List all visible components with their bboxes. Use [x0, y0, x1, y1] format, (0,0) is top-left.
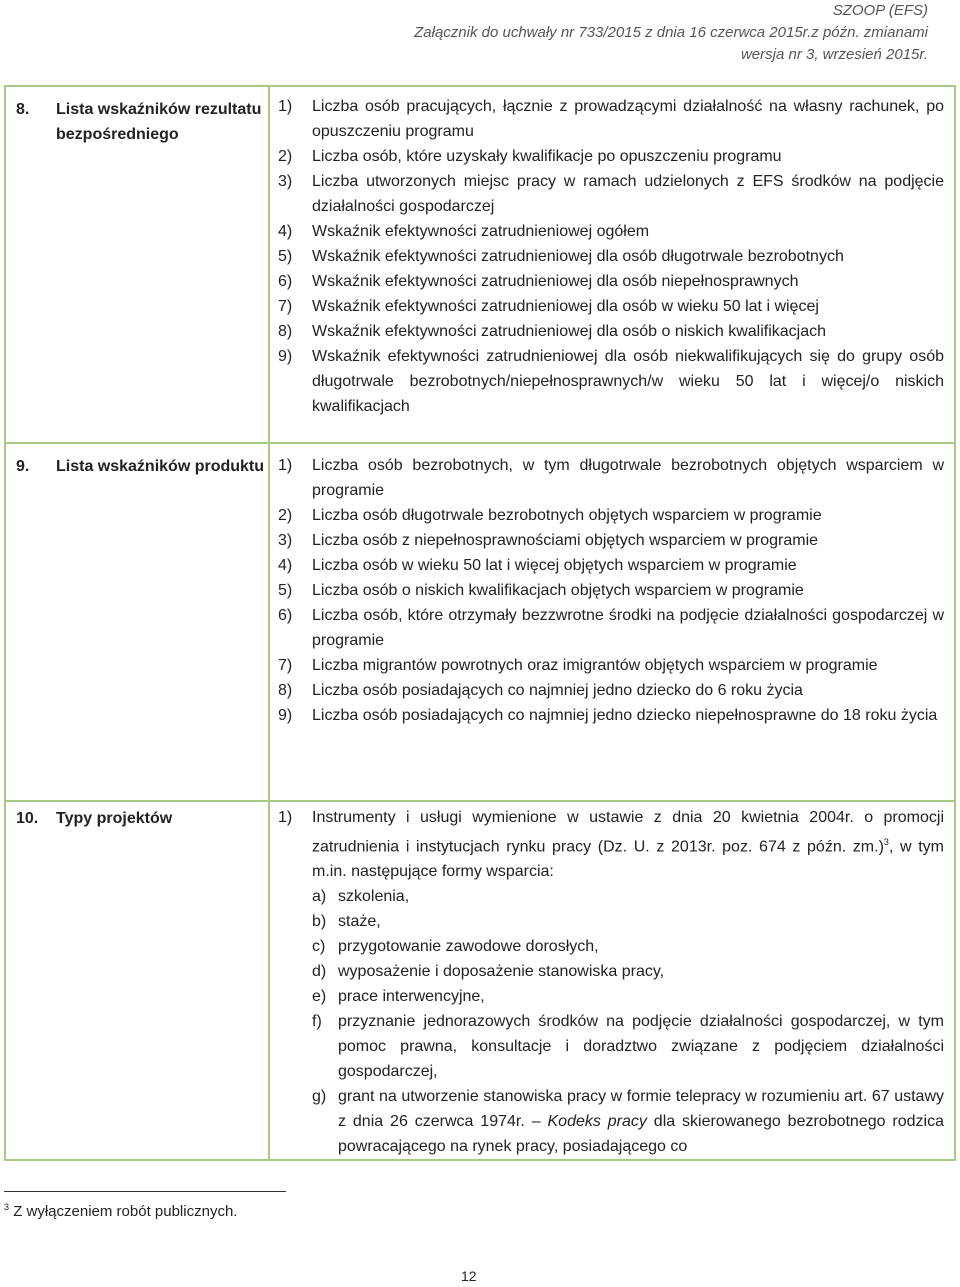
list-item: 3) Liczba osób z niepełnosprawnościami objętych wsparciem w programie — [278, 532, 819, 549]
document-header — [414, 0, 928, 66]
section-8-row — [5, 86, 955, 443]
section-9-label: Lista wskaźników produktu — [56, 458, 265, 475]
section-10-content-cell — [269, 801, 955, 1160]
list-item: 4) Liczba osób w wieku 50 lat i więcej objętych wsparciem w programie — [278, 557, 797, 574]
page-number: 12 — [461, 1268, 477, 1284]
list-item: 9) Wskaźnik efektywności zatrudnieniowej dla osób niekwalifikujących się do grupy osób długotrwale bezrobotnych/niepełnosprawnych/w wieku 50 lat i więcej/o niskich kwalifikacjach — [278, 348, 944, 415]
list-item: 1) Liczba osób pracujących, łącznie z prowadzącymi działalność na własny rachunek, po opuszczeniu programu — [278, 98, 944, 140]
list-item: d) wyposażenie i doposażenie stanowiska pracy, — [312, 963, 665, 981]
section-8-label-cell — [5, 86, 269, 443]
footnote-divider — [4, 1191, 286, 1192]
section-10-label: Typy projektów — [56, 810, 173, 827]
header-line-1: SZOOP (EFS) — [832, 2, 928, 19]
section-9-content-cell — [269, 443, 955, 801]
header-line-2: Załącznik do uchwały nr 733/2015 z dnia 16 czerwca 2015r.z późn. zmianami — [414, 24, 928, 41]
list-item: 9) Liczba osób posiadających co najmniej jedno dziecko niepełnosprawne do 18 roku życia — [278, 707, 938, 724]
list-item: 7) Wskaźnik efektywności zatrudnieniowej dla osób w wieku 50 lat i więcej — [278, 298, 819, 315]
support-forms-list — [312, 884, 944, 1084]
list-item: 1) Instrumenty i usługi wymienione w ustawie z dnia 20 kwietnia 2004r. o promocji zatrudnienia i instytucjach rynku pracy (Dz. U. z 2013r. poz. 674 z późn. zm.)$^3$, w tym m.in. następujące formy wsparcia: a) szkolenia, b) staże, c) przygotowanie zawodowe dorosłych, d) wyposażenie i doposażenie stanowiska pracy, e) prace interwencyjne, f) przyznanie jednorazowych środków na podjęcie działalności gospodarczej, w tym pomoc prawna, konsultacje i doradztwo związane z podjęciem działalności gospodarczej, g) grant na utworzenie stanowiska pracy w formie telepracy w rozumieniu art. 67 ustawy z dnia 26 czerwca 1974r. – Kodeks pracy dla skierowanego bezrobotnego rodzica powracającego na rynek pracy, posiadającego co — [278, 805, 944, 1159]
section-10-list — [270, 802, 954, 1159]
list-item: 5) Liczba osób o niskich kwalifikacjach objętych wsparciem w programie — [278, 582, 804, 599]
list-item: 4) Wskaźnik efektywności zatrudnieniowej ogółem — [278, 223, 650, 240]
list-item: 8) Wskaźnik efektywności zatrudnieniowej dla osób o niskich kwalifikacjach — [278, 323, 827, 340]
list-item: 8) Liczba osób posiadających co najmniej jedno dziecko do 6 roku życia — [278, 682, 803, 699]
list-item: g) grant na utworzenie stanowiska pracy w formie telepracy w rozumieniu art. 67 ustawy z dnia 26 czerwca 1974r. – Kodeks pracy dla skierowanego bezrobotnego rodzica powracającego na rynek pracy, posiadającego co — [312, 1088, 944, 1156]
list-item: c) przygotowanie zawodowe dorosłych, — [312, 938, 599, 956]
section-10-label-cell — [5, 801, 269, 1160]
list-item: 5) Wskaźnik efektywności zatrudnieniowej dla osób długotrwale bezrobotnych — [278, 248, 844, 265]
indicators-table — [4, 85, 956, 1161]
list-item: 2) Liczba osób, które uzyskały kwalifikacje po opuszczeniu programu — [278, 148, 782, 165]
header-line-3: wersja nr 3, wrzesień 2015r. — [740, 46, 928, 63]
section-8-label: Lista wskaźników rezultatu bezpośredniego — [56, 101, 262, 143]
section-9-list — [270, 444, 954, 728]
list-item: 3) Liczba utworzonych miejsc pracy w ramach udzielonych z EFS środków na podjęcie działalności gospodarczej — [278, 173, 944, 215]
list-item: 1) Liczba osób bezrobotnych, w tym długotrwale bezrobotnych objętych wsparciem w programie — [278, 457, 944, 499]
footnote: $^3$ Z wyłączeniem robót publicznych. — [4, 1202, 238, 1220]
list-item: e) prace interwencyjne, — [312, 988, 485, 1006]
section-9-number: 9. — [16, 458, 30, 475]
list-item: 6) Wskaźnik efektywności zatrudnieniowej dla osób niepełnosprawnych — [278, 273, 799, 290]
section-8-content-cell — [269, 86, 955, 443]
list-item: a) szkolenia, — [312, 888, 410, 906]
section-9-label-cell — [5, 443, 269, 801]
list-item: b) staże, — [312, 913, 381, 931]
section-9-row — [5, 443, 955, 801]
list-item: 7) Liczba migrantów powrotnych oraz imigrantów objętych wsparciem w programie — [278, 657, 878, 674]
section-8-list — [270, 87, 954, 419]
list-item: 6) Liczba osób, które otrzymały bezzwrotne środki na podjęcie działalności gospodarczej w programie — [278, 607, 944, 649]
footnote-reference: 3 — [883, 837, 889, 847]
section-10-number: 10. — [16, 810, 39, 827]
section-10-row — [5, 801, 955, 1160]
section-8-number: 8. — [16, 101, 30, 118]
list-item: 2) Liczba osób długotrwale bezrobotnych objętych wsparciem w programie — [278, 507, 822, 524]
list-item: f) przyznanie jednorazowych środków na podjęcie działalności gospodarczej, w tym pomoc prawna, konsultacje i doradztwo związane z podjęciem działalności gospodarczej, — [312, 1013, 944, 1081]
